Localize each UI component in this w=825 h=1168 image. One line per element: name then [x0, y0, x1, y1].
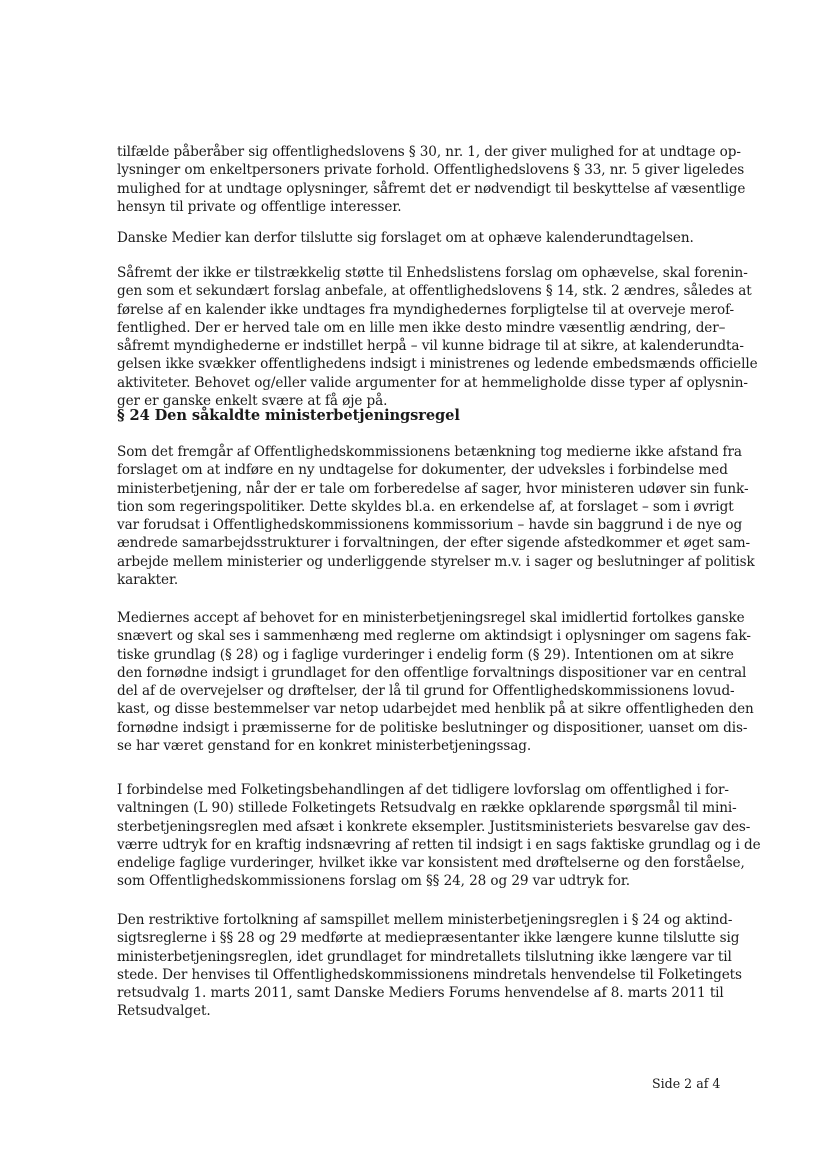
text-line: Såfremt der ikke er tilstrækkelig støtte til Enhedslistens forslag om ophævelse, skal forenin-: [117, 265, 748, 281]
paragraph-2: [117, 229, 694, 247]
text-line: førelse af en kalender ikke undtages fra myndighedernes forpligtelse til at overveje merof-: [117, 301, 735, 318]
text-line: snævert og skal ses i sammenhæng med reglerne om aktindsigt i oplysninger om sagens fak-: [117, 628, 751, 645]
text-line: forslaget om at indføre en ny undtagelse for dokumenter, der udveksles i forbindelse med: [117, 462, 728, 479]
text-line: ministerbetjeningsreglen, idet grundlaget for mindretallets tilslutning ikke længere var til: [117, 948, 732, 965]
paragraph-5: [117, 609, 754, 755]
text-line: retsudvalg 1. marts 2011, samt Danske Mediers Forums henvendelse af 8. marts 2011 til: [117, 985, 724, 1002]
text-line: karakter.: [117, 572, 179, 589]
text-line: såfremt myndighederne er indstillet herpå – vil kunne bidrage til at sikre, at kalenderundta-: [117, 338, 744, 355]
text-line: se har været genstand for en konkret ministerbetjeningssag.: [117, 738, 532, 755]
text-line: fornødne indsigt i præmisserne for de politiske beslutninger og dispositioner, uanset om dis-: [117, 719, 748, 736]
text-line: del af de overvejelser og drøftelser, der lå til grund for Offentlighedskommissionens lovud-: [117, 683, 735, 700]
text-line: var forudsat i Offentlighedskommissionens kommissorium – havde sin baggrund i de nye og: [117, 517, 743, 534]
text-line: valtningen (L 90) stillede Folketingets Retsudvalg en række opklarende spørgsmål til mini-: [117, 800, 737, 817]
text-line: Som det fremgår af Offentlighedskommissionens betænkning tog medierne ikke afstand fra: [117, 444, 742, 460]
text-line: lysninger om enkeltpersoners private forhold. Offentlighedslovens § 33, nr. 5 giver ligeledes: [117, 162, 745, 179]
text-line: aktiviteter. Behovet og/eller valide argumenter for at hemmeligholde disse typer af oplysnin-: [117, 374, 748, 391]
text-line: endelige faglige vurderinger, hvilket ikke var konsistent med drøftelserne og den forståelse,: [117, 855, 745, 872]
text-line: tion som regeringspolitiker. Dette skyldes bl.a. en erkendelse af, at forslaget – som i øvrigt: [117, 498, 734, 515]
text-line: kast, og disse bestemmelser var netop udarbejdet med henblik på at sikre offentligheden den: [117, 701, 754, 718]
paragraph-6: [117, 781, 761, 891]
section-heading: § 24 Den såkaldte ministerbetjeningsregel: [117, 407, 460, 424]
text-line: den fornødne indsigt i grundlaget for den offentlige forvaltnings dispositioner var en central: [117, 664, 747, 681]
text-line: ministerbetjening, når der er tale om forberedelse af sager, hvor ministeren udøver sin funk-: [117, 480, 749, 497]
page-number: Side 2 af 4: [652, 1076, 721, 1091]
text-line: arbejde mellem ministerier og underliggende styrelser m.v. i sager og beslutninger af politisk: [117, 553, 755, 570]
paragraph-7: [117, 911, 742, 1021]
text-line: gen som et sekundært forslag anbefale, at offentlighedslovens § 14, stk. 2 ændres, således at: [117, 283, 752, 300]
text-line: I forbindelse med Folketingsbehandlingen af det tidligere lovforslag om offentlighed i for-: [117, 782, 729, 798]
text-line: gelsen ikke svækker offentlighedens indsigt i ministrenes og ledende embedsmænds officielle: [117, 356, 758, 373]
text-line: hensyn til private og offentlige interesser.: [117, 198, 402, 215]
text-line: tiske grundlag (§ 28) og i faglige vurderinger i endelig form (§ 29). Intentionen om at sikre: [117, 646, 734, 663]
paragraph-4: [117, 443, 755, 589]
text-line: tilfælde påberåber sig offentlighedslovens § 30, nr. 1, der giver mulighed for at undtage op-: [117, 144, 741, 160]
text-line: Den restriktive fortolkning af samspillet mellem ministerbetjeningsreglen i § 24 og aktind-: [117, 912, 733, 928]
text-line: Mediernes accept af behovet for en ministerbetjeningsregel skal imidlertid fortolkes ganske: [117, 610, 745, 626]
text-line: Danske Medier kan derfor tilslutte sig forslaget om at ophæve kalenderundtagelsen.: [117, 230, 694, 246]
text-line: sigtsreglerne i §§ 28 og 29 medførte at mediepræsentanter ikke længere kunne tilslutte sig: [117, 930, 740, 947]
text-line: værre udtryk for en kraftig indsnævring af retten til indsigt i en sags faktiske grundlag og i de: [117, 836, 761, 853]
text-line: fentlighed. Der er herved tale om en lille men ikke desto mindre væsentlig ændring, der–: [117, 319, 726, 336]
text-line: ændrede samarbejdsstrukturer i forvaltningen, der efter sigende afstedkommer et øget sam-: [117, 535, 751, 552]
text-line: som Offentlighedskommissionens forslag om §§ 24, 28 og 29 var udtryk for.: [117, 873, 630, 890]
text-line: ger er ganske enkelt svære at få øje på.: [117, 393, 388, 410]
text-line: Retsudvalget.: [117, 1003, 211, 1020]
text-line: stede. Der henvises til Offentlighedskommissionens mindretals henvendelse til Folketingets: [117, 966, 742, 983]
paragraph-1: [117, 143, 745, 216]
text-line: sterbetjeningsreglen med afsæt i konkrete eksempler. Justitsministeriets besvarelse gav des-: [117, 818, 751, 835]
paragraph-3: [117, 264, 758, 410]
text-line: mulighed for at undtage oplysninger, såfremt det er nødvendigt til beskyttelse af væsentlige: [117, 180, 746, 197]
